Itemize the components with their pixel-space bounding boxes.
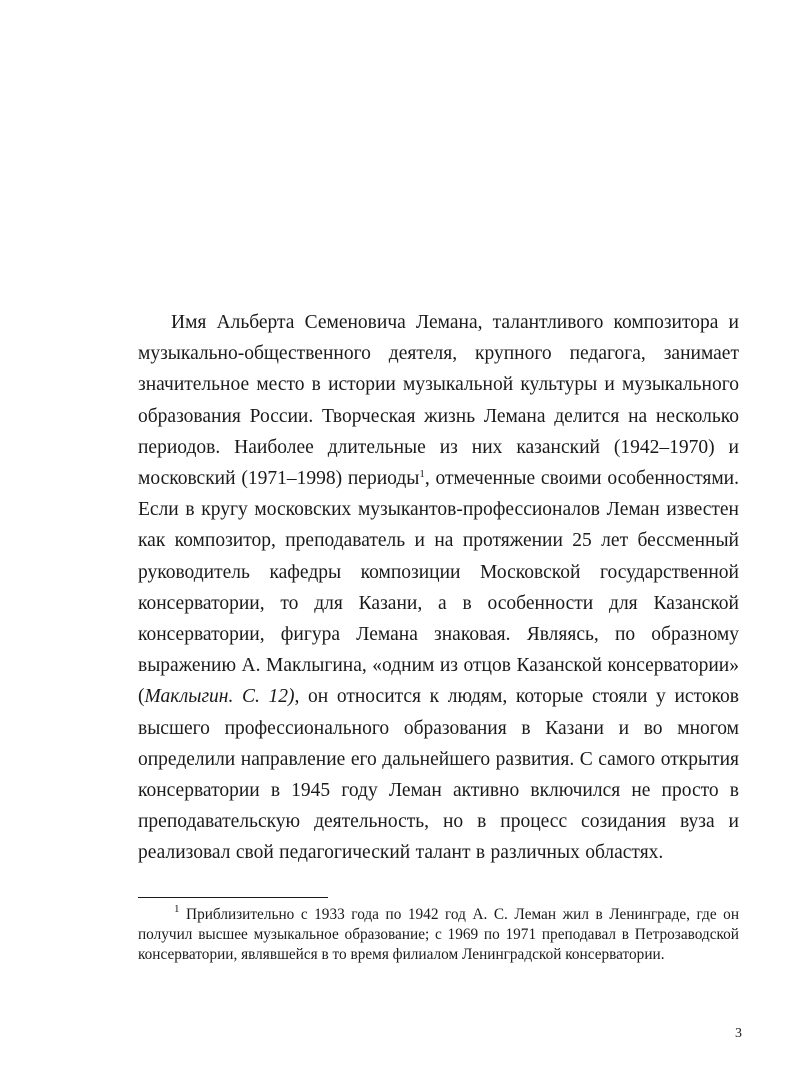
paragraph-text-part2: , отмеченные своими особенностями. Если в кругу московских музыкантов-профессионалов Леман известен как композитор, преподаватель и на протяжении 25 лет бессменный руководитель кафедры композиции Московской государственной консерватории, то для Казани, а в особенности для Казанской консерватории, фигура Лемана знаковая. Являясь, по образному выражению А. Маклыгина, «одним из отцов Казанской консерватории» ( xyxy=(138,468,739,708)
paragraph-text-part3: , он относится к людям, которые стояли у истоков высшего профессионального образования в Казани и во многом определили направление его дальнейшего развития. С самого открытия консерватории в 1945 году Леман активно включился не просто в преподавательскую деятельность, но в процесс созидания вуза и реализовал свой педагогический талант в различных областях. xyxy=(138,686,739,864)
citation-text: Маклыгин. С. 12) xyxy=(144,686,295,708)
main-paragraph xyxy=(138,307,739,869)
footnote-reference: 1 xyxy=(419,468,425,481)
footnote xyxy=(138,905,739,965)
footnote-separator xyxy=(138,897,328,898)
paragraph-text-part1: Имя Альберта Семеновича Лемана, талантливого композитора и музыкально-общественного деятеля, крупного педагога, занимает значительное место в истории музыкальной культуры и музыкального образования России. Творческая жизнь Лемана делится на несколько периодов. Наиболее длительные из них казанский (1942–1970) и московский (1971–1998) периоды xyxy=(138,312,739,490)
footnote-number: 1 xyxy=(174,903,180,915)
footnote-text: Приблизительно с 1933 года по 1942 год А. С. Леман жил в Ленинграде, где он получил высшее музыкальное образование; с 1969 по 1971 преподавал в Петрозаводской консерватории, являвшейся в то время филиалом Ленинградской консерватории. xyxy=(138,906,739,963)
page-number: 3 xyxy=(735,1026,742,1041)
